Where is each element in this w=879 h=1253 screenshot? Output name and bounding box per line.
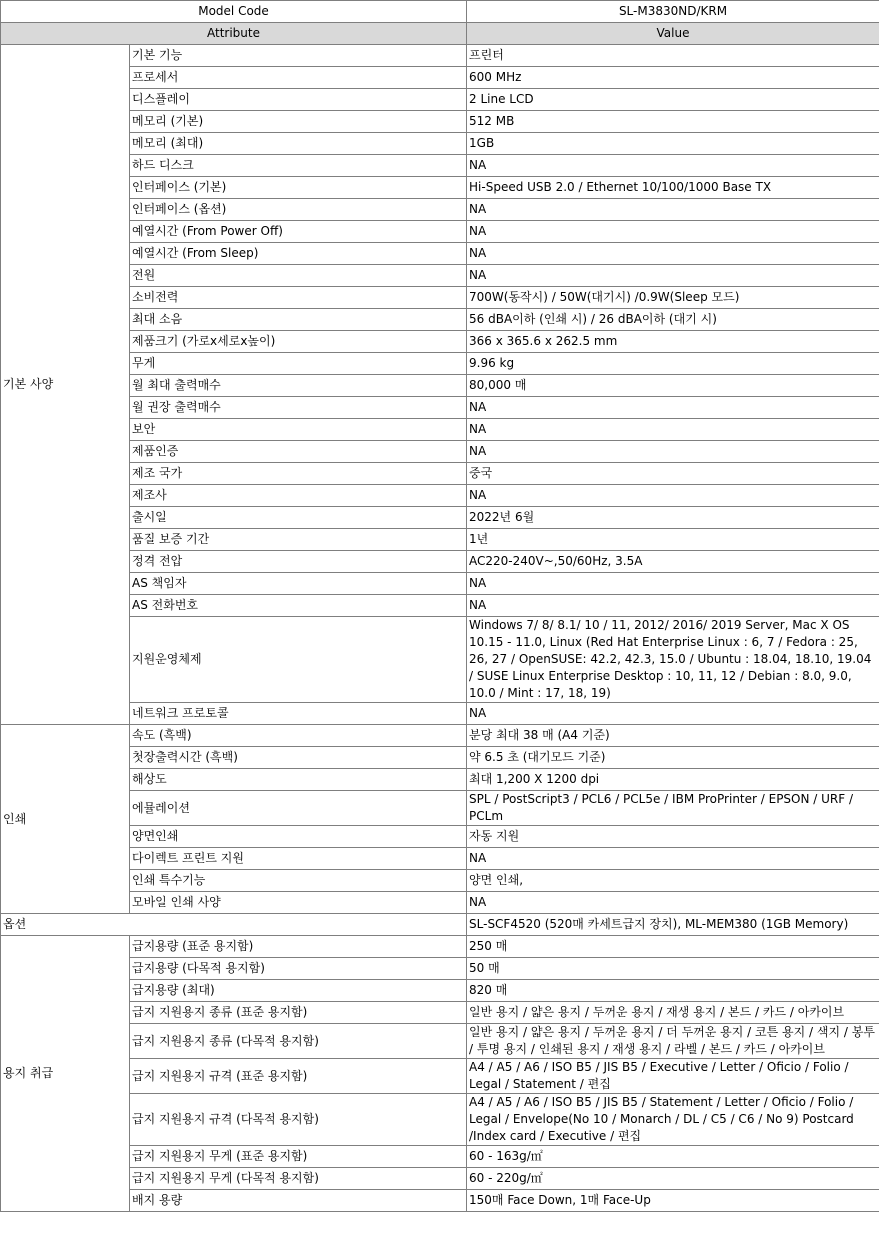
table-row	[1, 67, 879, 89]
table-row	[1, 1168, 879, 1190]
value-header: Value	[467, 23, 879, 45]
table-row	[1, 826, 879, 848]
attribute-cell: 제품인증	[130, 441, 467, 463]
table-row	[1, 199, 879, 221]
attribute-cell: 급지 지원용지 무게 (표준 용지함)	[130, 1146, 467, 1168]
value-cell: NA	[467, 221, 879, 243]
option-row	[1, 914, 879, 936]
table-row	[1, 870, 879, 892]
table-row	[1, 1024, 879, 1059]
attribute-cell: 지원운영체제	[130, 617, 467, 703]
attribute-cell: 보안	[130, 419, 467, 441]
table-row	[1, 1002, 879, 1024]
value-cell: NA	[467, 573, 879, 595]
table-row	[1, 703, 879, 725]
table-row	[1, 1190, 879, 1212]
attribute-cell: 다이렉트 프린트 지원	[130, 848, 467, 870]
table-row	[1, 133, 879, 155]
attribute-cell: 제조사	[130, 485, 467, 507]
value-cell: 512 MB	[467, 111, 879, 133]
attribute-cell: 급지 지원용지 종류 (다목적 용지함)	[130, 1024, 467, 1059]
attribute-cell: 첫장출력시간 (흑백)	[130, 747, 467, 769]
model-code-label: Model Code	[1, 1, 467, 23]
value-cell: 80,000 매	[467, 375, 879, 397]
attribute-cell: 예열시간 (From Sleep)	[130, 243, 467, 265]
attribute-cell: 해상도	[130, 769, 467, 791]
model-code-row	[1, 1, 879, 23]
attribute-cell: 무게	[130, 353, 467, 375]
value-cell: A4 / A5 / A6 / ISO B5 / JIS B5 / Statement / Letter / Oficio / Folio / Legal / Envelope(No 10 / Monarch / DL / C5 / C6 / No 9) Postcard /Index card / Executive / 편집	[467, 1094, 879, 1146]
value-cell: 2022년 6월	[467, 507, 879, 529]
value-cell: 최대 1,200 X 1200 dpi	[467, 769, 879, 791]
attribute-cell: 인터페이스 (기본)	[130, 177, 467, 199]
attribute-cell: 급지용량 (다목적 용지함)	[130, 958, 467, 980]
value-cell: 1GB	[467, 133, 879, 155]
table-row	[1, 441, 879, 463]
value-cell: 중국	[467, 463, 879, 485]
attribute-cell: 급지 지원용지 규격 (다목적 용지함)	[130, 1094, 467, 1146]
value-cell: NA	[467, 485, 879, 507]
value-cell: NA	[467, 419, 879, 441]
attribute-cell: 최대 소음	[130, 309, 467, 331]
category-cell: 용지 취급	[1, 936, 130, 1212]
value-cell: 60 - 163g/㎡	[467, 1146, 879, 1168]
attribute-cell: 양면인쇄	[130, 826, 467, 848]
value-cell: 양면 인쇄,	[467, 870, 879, 892]
table-row	[1, 45, 879, 67]
value-cell: AC220-240V~,50/60Hz, 3.5A	[467, 551, 879, 573]
option-value: SL-SCF4520 (520매 카세트급지 장치), ML-MEM380 (1GB Memory)	[467, 914, 879, 936]
table-row	[1, 892, 879, 914]
table-row	[1, 958, 879, 980]
attribute-cell: 월 권장 출력매수	[130, 397, 467, 419]
table-row	[1, 177, 879, 199]
attribute-cell: 급지 지원용지 규격 (표준 용지함)	[130, 1059, 467, 1094]
value-cell: NA	[467, 441, 879, 463]
value-cell: 일반 용지 / 얇은 용지 / 두꺼운 용지 / 더 두꺼운 용지 / 코튼 용지 / 색지 / 봉투 / 투명 용지 / 인쇄된 용지 / 재생 용지 / 라벨 / 본드 / 카드 / 아카이브	[467, 1024, 879, 1059]
attribute-cell: 프로세서	[130, 67, 467, 89]
attribute-cell: 급지용량 (표준 용지함)	[130, 936, 467, 958]
table-row	[1, 617, 879, 703]
value-cell: NA	[467, 199, 879, 221]
value-cell: 자동 지원	[467, 826, 879, 848]
attribute-cell: AS 전화번호	[130, 595, 467, 617]
table-row	[1, 980, 879, 1002]
table-row	[1, 397, 879, 419]
value-cell: 9.96 kg	[467, 353, 879, 375]
table-row	[1, 287, 879, 309]
attribute-cell: 정격 전압	[130, 551, 467, 573]
table-row	[1, 1059, 879, 1094]
table-row	[1, 848, 879, 870]
table-row	[1, 529, 879, 551]
value-cell: 820 매	[467, 980, 879, 1002]
value-cell: NA	[467, 703, 879, 725]
table-row	[1, 221, 879, 243]
table-row	[1, 243, 879, 265]
value-cell: SPL / PostScript3 / PCL6 / PCL5e / IBM ProPrinter / EPSON / URF / PCLm	[467, 791, 879, 826]
value-cell: 50 매	[467, 958, 879, 980]
value-cell: NA	[467, 892, 879, 914]
value-cell: 2 Line LCD	[467, 89, 879, 111]
attribute-cell: 제품크기 (가로x세로x높이)	[130, 331, 467, 353]
model-code-value: SL-M3830ND/KRM	[467, 1, 879, 23]
category-cell: 기본 사양	[1, 45, 130, 725]
value-cell: 366 x 365.6 x 262.5 mm	[467, 331, 879, 353]
table-row	[1, 791, 879, 826]
table-row	[1, 573, 879, 595]
table-row	[1, 507, 879, 529]
attribute-header: Attribute	[1, 23, 467, 45]
table-row	[1, 463, 879, 485]
table-row	[1, 309, 879, 331]
attribute-cell: 하드 디스크	[130, 155, 467, 177]
table-row	[1, 111, 879, 133]
attribute-cell: 배지 용량	[130, 1190, 467, 1212]
attribute-cell: 월 최대 출력매수	[130, 375, 467, 397]
table-row	[1, 725, 879, 747]
attribute-cell: 속도 (흑백)	[130, 725, 467, 747]
value-cell: NA	[467, 155, 879, 177]
option-label: 옵션	[1, 914, 467, 936]
attribute-cell: 디스플레이	[130, 89, 467, 111]
table-row	[1, 595, 879, 617]
attribute-cell: 메모리 (최대)	[130, 133, 467, 155]
value-cell: 약 6.5 초 (대기모드 기준)	[467, 747, 879, 769]
value-cell: NA	[467, 848, 879, 870]
value-cell: 600 MHz	[467, 67, 879, 89]
column-header-row	[1, 23, 879, 45]
value-cell: 프린터	[467, 45, 879, 67]
table-row	[1, 353, 879, 375]
category-cell: 인쇄	[1, 725, 130, 914]
value-cell: NA	[467, 243, 879, 265]
value-cell: NA	[467, 397, 879, 419]
attribute-cell: 기본 기능	[130, 45, 467, 67]
attribute-cell: 예열시간 (From Power Off)	[130, 221, 467, 243]
attribute-cell: 소비전력	[130, 287, 467, 309]
attribute-cell: 출시일	[130, 507, 467, 529]
table-row	[1, 1146, 879, 1168]
value-cell: 250 매	[467, 936, 879, 958]
value-cell: 1년	[467, 529, 879, 551]
attribute-cell: 네트워크 프로토콜	[130, 703, 467, 725]
attribute-cell: 급지 지원용지 무게 (다목적 용지함)	[130, 1168, 467, 1190]
attribute-cell: 급지용량 (최대)	[130, 980, 467, 1002]
table-row	[1, 747, 879, 769]
table-row	[1, 155, 879, 177]
value-cell: 60 - 220g/㎡	[467, 1168, 879, 1190]
table-row	[1, 419, 879, 441]
value-cell: Windows 7/ 8/ 8.1/ 10 / 11, 2012/ 2016/ 2019 Server, Mac X OS 10.15 - 11.0, Linux (Red Hat Enterprise Linux : 6, 7 / Fedora : 25, 26, 27 / OpenSUSE: 42.2, 42.3, 15.0 / Ubuntu : 18.04, 18.10, 19.04 / SUSE Linux Enterprise Desktop : 10, 11, 12 / Debian : 8.0, 9.0, 10.0 / Mint : 17, 18, 19)	[467, 617, 879, 703]
table-row	[1, 936, 879, 958]
value-cell: 일반 용지 / 얇은 용지 / 두꺼운 용지 / 재생 용지 / 본드 / 카드 / 아카이브	[467, 1002, 879, 1024]
table-row	[1, 1094, 879, 1146]
attribute-cell: 인터페이스 (옵션)	[130, 199, 467, 221]
attribute-cell: 제조 국가	[130, 463, 467, 485]
value-cell: NA	[467, 595, 879, 617]
attribute-cell: 인쇄 특수기능	[130, 870, 467, 892]
table-row	[1, 769, 879, 791]
table-row	[1, 331, 879, 353]
value-cell: A4 / A5 / A6 / ISO B5 / JIS B5 / Executive / Letter / Oficio / Folio / Legal / Statement / 편집	[467, 1059, 879, 1094]
attribute-cell: 에뮬레이션	[130, 791, 467, 826]
attribute-cell: AS 책임자	[130, 573, 467, 595]
value-cell: 분당 최대 38 매 (A4 기준)	[467, 725, 879, 747]
table-row	[1, 375, 879, 397]
value-cell: Hi-Speed USB 2.0 / Ethernet 10/100/1000 Base TX	[467, 177, 879, 199]
attribute-cell: 전원	[130, 265, 467, 287]
value-cell: NA	[467, 265, 879, 287]
table-row	[1, 485, 879, 507]
value-cell: 56 dBA이하 (인쇄 시) / 26 dBA이하 (대기 시)	[467, 309, 879, 331]
value-cell: 700W(동작시) / 50W(대기시) /0.9W(Sleep 모드)	[467, 287, 879, 309]
attribute-cell: 모바일 인쇄 사양	[130, 892, 467, 914]
attribute-cell: 품질 보증 기간	[130, 529, 467, 551]
table-row	[1, 265, 879, 287]
attribute-cell: 메모리 (기본)	[130, 111, 467, 133]
table-row	[1, 89, 879, 111]
attribute-cell: 급지 지원용지 종류 (표준 용지함)	[130, 1002, 467, 1024]
value-cell: 150매 Face Down, 1매 Face-Up	[467, 1190, 879, 1212]
table-row	[1, 551, 879, 573]
